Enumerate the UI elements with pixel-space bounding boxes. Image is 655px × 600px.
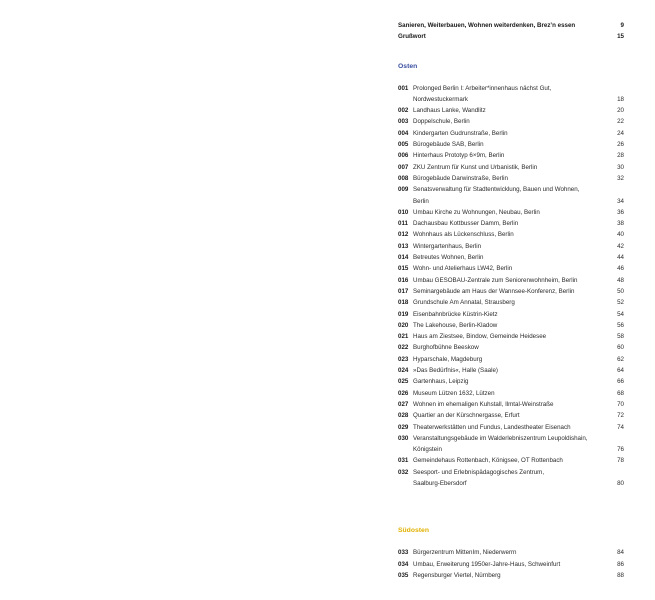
- entry-text: Umbau Kirche zu Wohnungen, Neubau, Berlin: [413, 208, 540, 216]
- entry-text: Museum Lützen 1632, Lützen: [413, 389, 495, 397]
- entry-number: 022: [398, 344, 409, 352]
- entry-title: [398, 320, 608, 331]
- toc-entry: [398, 83, 624, 94]
- entry-page: 36: [617, 208, 624, 216]
- entry-title: [398, 173, 608, 184]
- entry-text: ZKU Zentrum für Kunst und Urbanistik, Berlin: [413, 163, 538, 171]
- entry-number: 026: [398, 389, 409, 397]
- toc-entry-continuation: [398, 94, 624, 105]
- entry-number: 024: [398, 367, 409, 375]
- entry-page: 20: [617, 107, 624, 115]
- entry-page: 74: [617, 423, 624, 431]
- toc-entry: [398, 139, 624, 150]
- entry-text: Seesport- und Erlebnispädagogisches Zentrum,: [413, 468, 545, 476]
- entry-number: 023: [398, 355, 409, 363]
- entry-title: [398, 229, 608, 240]
- entry-text-continuation: Berlin: [413, 197, 429, 205]
- entry-title: Grußwort: [398, 33, 426, 41]
- entry-title: [398, 410, 608, 421]
- entry-title: [398, 207, 608, 218]
- section-list-osten: [398, 83, 624, 490]
- entry-page: 38: [617, 220, 624, 228]
- section-title-osten: Osten: [398, 62, 418, 70]
- entry-title: [398, 388, 608, 399]
- entry-title: [398, 559, 608, 570]
- entry-text: Gartenhaus, Leipzig: [413, 378, 469, 386]
- toc-entry: [398, 455, 624, 466]
- entry-text: Hyparschale, Magdeburg: [413, 355, 483, 363]
- entry-page: 72: [617, 412, 624, 420]
- entry-title: [398, 365, 608, 376]
- entry-title: [398, 275, 608, 286]
- entry-page: 22: [617, 118, 624, 126]
- entry-number: 005: [398, 141, 409, 149]
- entry-number: 008: [398, 174, 409, 182]
- entry-number: 013: [398, 242, 409, 250]
- entry-title: [398, 422, 608, 433]
- entry-text: Grundschule Am Annatal, Strausberg: [413, 299, 515, 307]
- entry-text: Eisenbahnbrücke Küstrin-Kietz: [413, 310, 498, 318]
- toc-entry-continuation: [398, 478, 624, 489]
- entry-number: 028: [398, 412, 409, 420]
- entry-title: [398, 116, 608, 127]
- toc-entry: [398, 173, 624, 184]
- entry-text: Wohn- und Atelierhaus LW42, Berlin: [413, 265, 513, 273]
- entry-text: Wintergartenhaus, Berlin: [413, 242, 482, 250]
- entry-title: [398, 354, 608, 365]
- entry-text: Regensburger Viertel, Nürnberg: [413, 571, 501, 579]
- toc-entry: [398, 184, 624, 195]
- entry-text: Wohnhaus als Lückenschluss, Berlin: [413, 231, 514, 239]
- entry-number: 006: [398, 152, 409, 160]
- toc-entry: [398, 365, 624, 376]
- toc-entry: [398, 128, 624, 139]
- section-title-suedosten: Südosten: [398, 527, 429, 535]
- toc-entry: [398, 297, 624, 308]
- entry-title: [398, 162, 608, 173]
- entry-page: 60: [617, 344, 624, 352]
- entry-page: 78: [617, 457, 624, 465]
- entry-number: 019: [398, 310, 409, 318]
- entry-text: Gemeindehaus Rottenbach, Königsee, OT Rottenbach: [413, 457, 563, 465]
- entry-number: 031: [398, 457, 409, 465]
- entry-title: [398, 252, 608, 263]
- entry-title: [398, 184, 608, 195]
- toc-entry: [398, 252, 624, 263]
- entry-number: 003: [398, 118, 409, 126]
- entry-title: [398, 433, 608, 444]
- entry-text: Seminargebäude am Haus der Wannsee-Konferenz, Berlin: [413, 287, 575, 295]
- toc-entry: [398, 559, 624, 570]
- entry-page: 52: [617, 299, 624, 307]
- entry-text: Bürgerzentrum MittenIm, Niederwerrn: [413, 549, 517, 557]
- entry-number: 025: [398, 378, 409, 386]
- entry-title: [398, 286, 608, 297]
- toc-entry: [398, 263, 624, 274]
- entry-page: 18: [617, 95, 624, 103]
- entry-page: 58: [617, 333, 624, 341]
- entry-title: [398, 139, 608, 150]
- entry-text-continuation: Saalburg-Ebersdorf: [413, 479, 467, 487]
- entry-text: Dachausbau Kottbusser Damm, Berlin: [413, 220, 519, 228]
- entry-number: 034: [398, 560, 409, 568]
- entry-page: 68: [617, 389, 624, 397]
- entry-text-continuation: Königstein: [413, 446, 442, 454]
- entry-page: 62: [617, 355, 624, 363]
- entry-number: 032: [398, 468, 409, 476]
- entry-title: [398, 263, 608, 274]
- toc-intro-entry: [398, 20, 624, 31]
- toc-entry: [398, 331, 624, 342]
- entry-page: 44: [617, 254, 624, 262]
- toc-entry: [398, 105, 624, 116]
- entry-number: 033: [398, 549, 409, 557]
- entry-page: 24: [617, 129, 624, 137]
- entry-text: »Das Bedürfnis«, Halle (Saale): [413, 367, 498, 375]
- toc-entry: [398, 162, 624, 173]
- entry-page: 56: [617, 321, 624, 329]
- entry-text: Theaterwerkstätten und Fundus, Landestheater Eisenach: [413, 423, 571, 431]
- entry-number: 014: [398, 254, 409, 262]
- entry-number: 001: [398, 84, 409, 92]
- entry-title: [398, 309, 608, 320]
- entry-title: [398, 150, 608, 161]
- entry-text: Hinterhaus Prototyp 6×9m, Berlin: [413, 152, 505, 160]
- table-of-contents: [398, 20, 624, 581]
- entry-number: 027: [398, 400, 409, 408]
- entry-text: Bürogebäude SAB, Berlin: [413, 141, 484, 149]
- entry-text-continuation: Nordwestuckermark: [413, 95, 469, 103]
- toc-entry: [398, 433, 624, 444]
- toc-entry: [398, 320, 624, 331]
- toc-intro-entry: [398, 31, 624, 42]
- entry-page: 76: [617, 446, 624, 454]
- entry-page: 80: [617, 479, 624, 487]
- entry-text: Umbau GESOBAU-Zentrale zum Seniorenwohnheim, Berlin: [413, 276, 578, 284]
- entry-page: 88: [617, 571, 624, 579]
- toc-entry: [398, 467, 624, 478]
- entry-text: Wohnen im ehemaligen Kuhstall, Ilmtal-Weinstraße: [413, 400, 554, 408]
- entry-page: 42: [617, 242, 624, 250]
- entry-number: 021: [398, 333, 409, 341]
- toc-entry: [398, 422, 624, 433]
- entry-number: 020: [398, 321, 409, 329]
- entry-number: 004: [398, 129, 409, 137]
- toc-entry: [398, 207, 624, 218]
- toc-entry: [398, 286, 624, 297]
- entry-page: 48: [617, 276, 624, 284]
- entry-text: Umbau, Erweiterung 1950er-Jahre-Haus, Schweinfurt: [413, 560, 561, 568]
- entry-page: 70: [617, 400, 624, 408]
- toc-entry: [398, 570, 624, 581]
- toc-entry: [398, 218, 624, 229]
- toc-entry: [398, 547, 624, 558]
- entry-title: [398, 376, 608, 387]
- entry-title: [398, 241, 608, 252]
- toc-entry: [398, 354, 624, 365]
- entry-title: [398, 128, 608, 139]
- entry-title: [398, 342, 608, 353]
- entry-title: [398, 547, 608, 558]
- entry-page: 15: [617, 33, 624, 41]
- entry-page: 32: [617, 174, 624, 182]
- toc-entry: [398, 410, 624, 421]
- entry-page: 66: [617, 378, 624, 386]
- entry-page: 54: [617, 310, 624, 318]
- toc-entry: [398, 150, 624, 161]
- entry-text: Doppelschule, Berlin: [413, 118, 470, 126]
- entry-text: The Lakehouse, Berlin-Kladow: [413, 321, 498, 329]
- entry-number: 011: [398, 220, 408, 228]
- entry-page: 46: [617, 265, 624, 273]
- entry-title: [398, 331, 608, 342]
- entry-page: 50: [617, 287, 624, 295]
- entry-page: 9: [620, 22, 624, 29]
- toc-entry: [398, 229, 624, 240]
- entry-title: [398, 218, 608, 229]
- entry-title: Sanieren, Weiterbauen, Wohnen weiterdenken, Brez’n essen: [398, 22, 576, 29]
- entry-text: Kindergarten Gudrunstraße, Berlin: [413, 129, 508, 137]
- entry-text: Burghofbühne Beeskow: [413, 344, 479, 352]
- entry-text: Landhaus Lanke, Wandlitz: [413, 107, 486, 115]
- entry-number: 010: [398, 208, 409, 216]
- entry-title: [398, 83, 608, 94]
- entry-number: 016: [398, 276, 409, 284]
- toc-entry: [398, 399, 624, 410]
- entry-text: Prolonged Berlin I: Arbeiter*innenhaus nächst Gut,: [413, 84, 552, 92]
- entry-number: 018: [398, 299, 409, 307]
- toc-entry: [398, 376, 624, 387]
- entry-number: 030: [398, 434, 409, 442]
- entry-title: [398, 455, 608, 466]
- entry-page: 30: [617, 163, 624, 171]
- toc-entry: [398, 388, 624, 399]
- entry-title: [398, 467, 608, 478]
- entry-title: [398, 399, 608, 410]
- entry-page: 86: [617, 560, 624, 568]
- entry-page: 34: [617, 197, 624, 205]
- entry-title: [398, 570, 608, 581]
- entry-number: 015: [398, 265, 409, 273]
- entry-text: Haus am Ziestsee, Bindow, Gemeinde Heidesee: [413, 333, 547, 341]
- entry-page: 64: [617, 367, 624, 375]
- entry-page: 84: [617, 549, 624, 557]
- toc-entry: [398, 309, 624, 320]
- entry-number: 017: [398, 287, 409, 295]
- toc-entry: [398, 275, 624, 286]
- entry-number: 002: [398, 107, 409, 115]
- entry-number: 009: [398, 186, 409, 194]
- entry-text: Quartier an der Kürschnergasse, Erfurt: [413, 412, 520, 420]
- toc-entry: [398, 342, 624, 353]
- entry-number: 012: [398, 231, 409, 239]
- toc-entry: [398, 116, 624, 127]
- entry-page: 40: [617, 231, 624, 239]
- entry-text: Veranstaltungsgebäude im Walderlebniszentrum Leupoldishain,: [413, 434, 588, 442]
- entry-page: 26: [617, 141, 624, 149]
- section-list-suedosten: [398, 547, 624, 581]
- entry-title: [398, 297, 608, 308]
- entry-number: 007: [398, 163, 409, 171]
- entry-text: Betreutes Wohnen, Berlin: [413, 254, 484, 262]
- toc-entry-continuation: [398, 196, 624, 207]
- entry-text: Bürogebäude Darwinstraße, Berlin: [413, 174, 508, 182]
- entry-number: 035: [398, 571, 409, 579]
- toc-entry: [398, 241, 624, 252]
- entry-title: [398, 105, 608, 116]
- entry-text: Senatsverwaltung für Stadtentwicklung, Bauen und Wohnen,: [413, 186, 580, 194]
- entry-number: 029: [398, 423, 409, 431]
- toc-entry-continuation: [398, 444, 624, 455]
- entry-page: 28: [617, 152, 624, 160]
